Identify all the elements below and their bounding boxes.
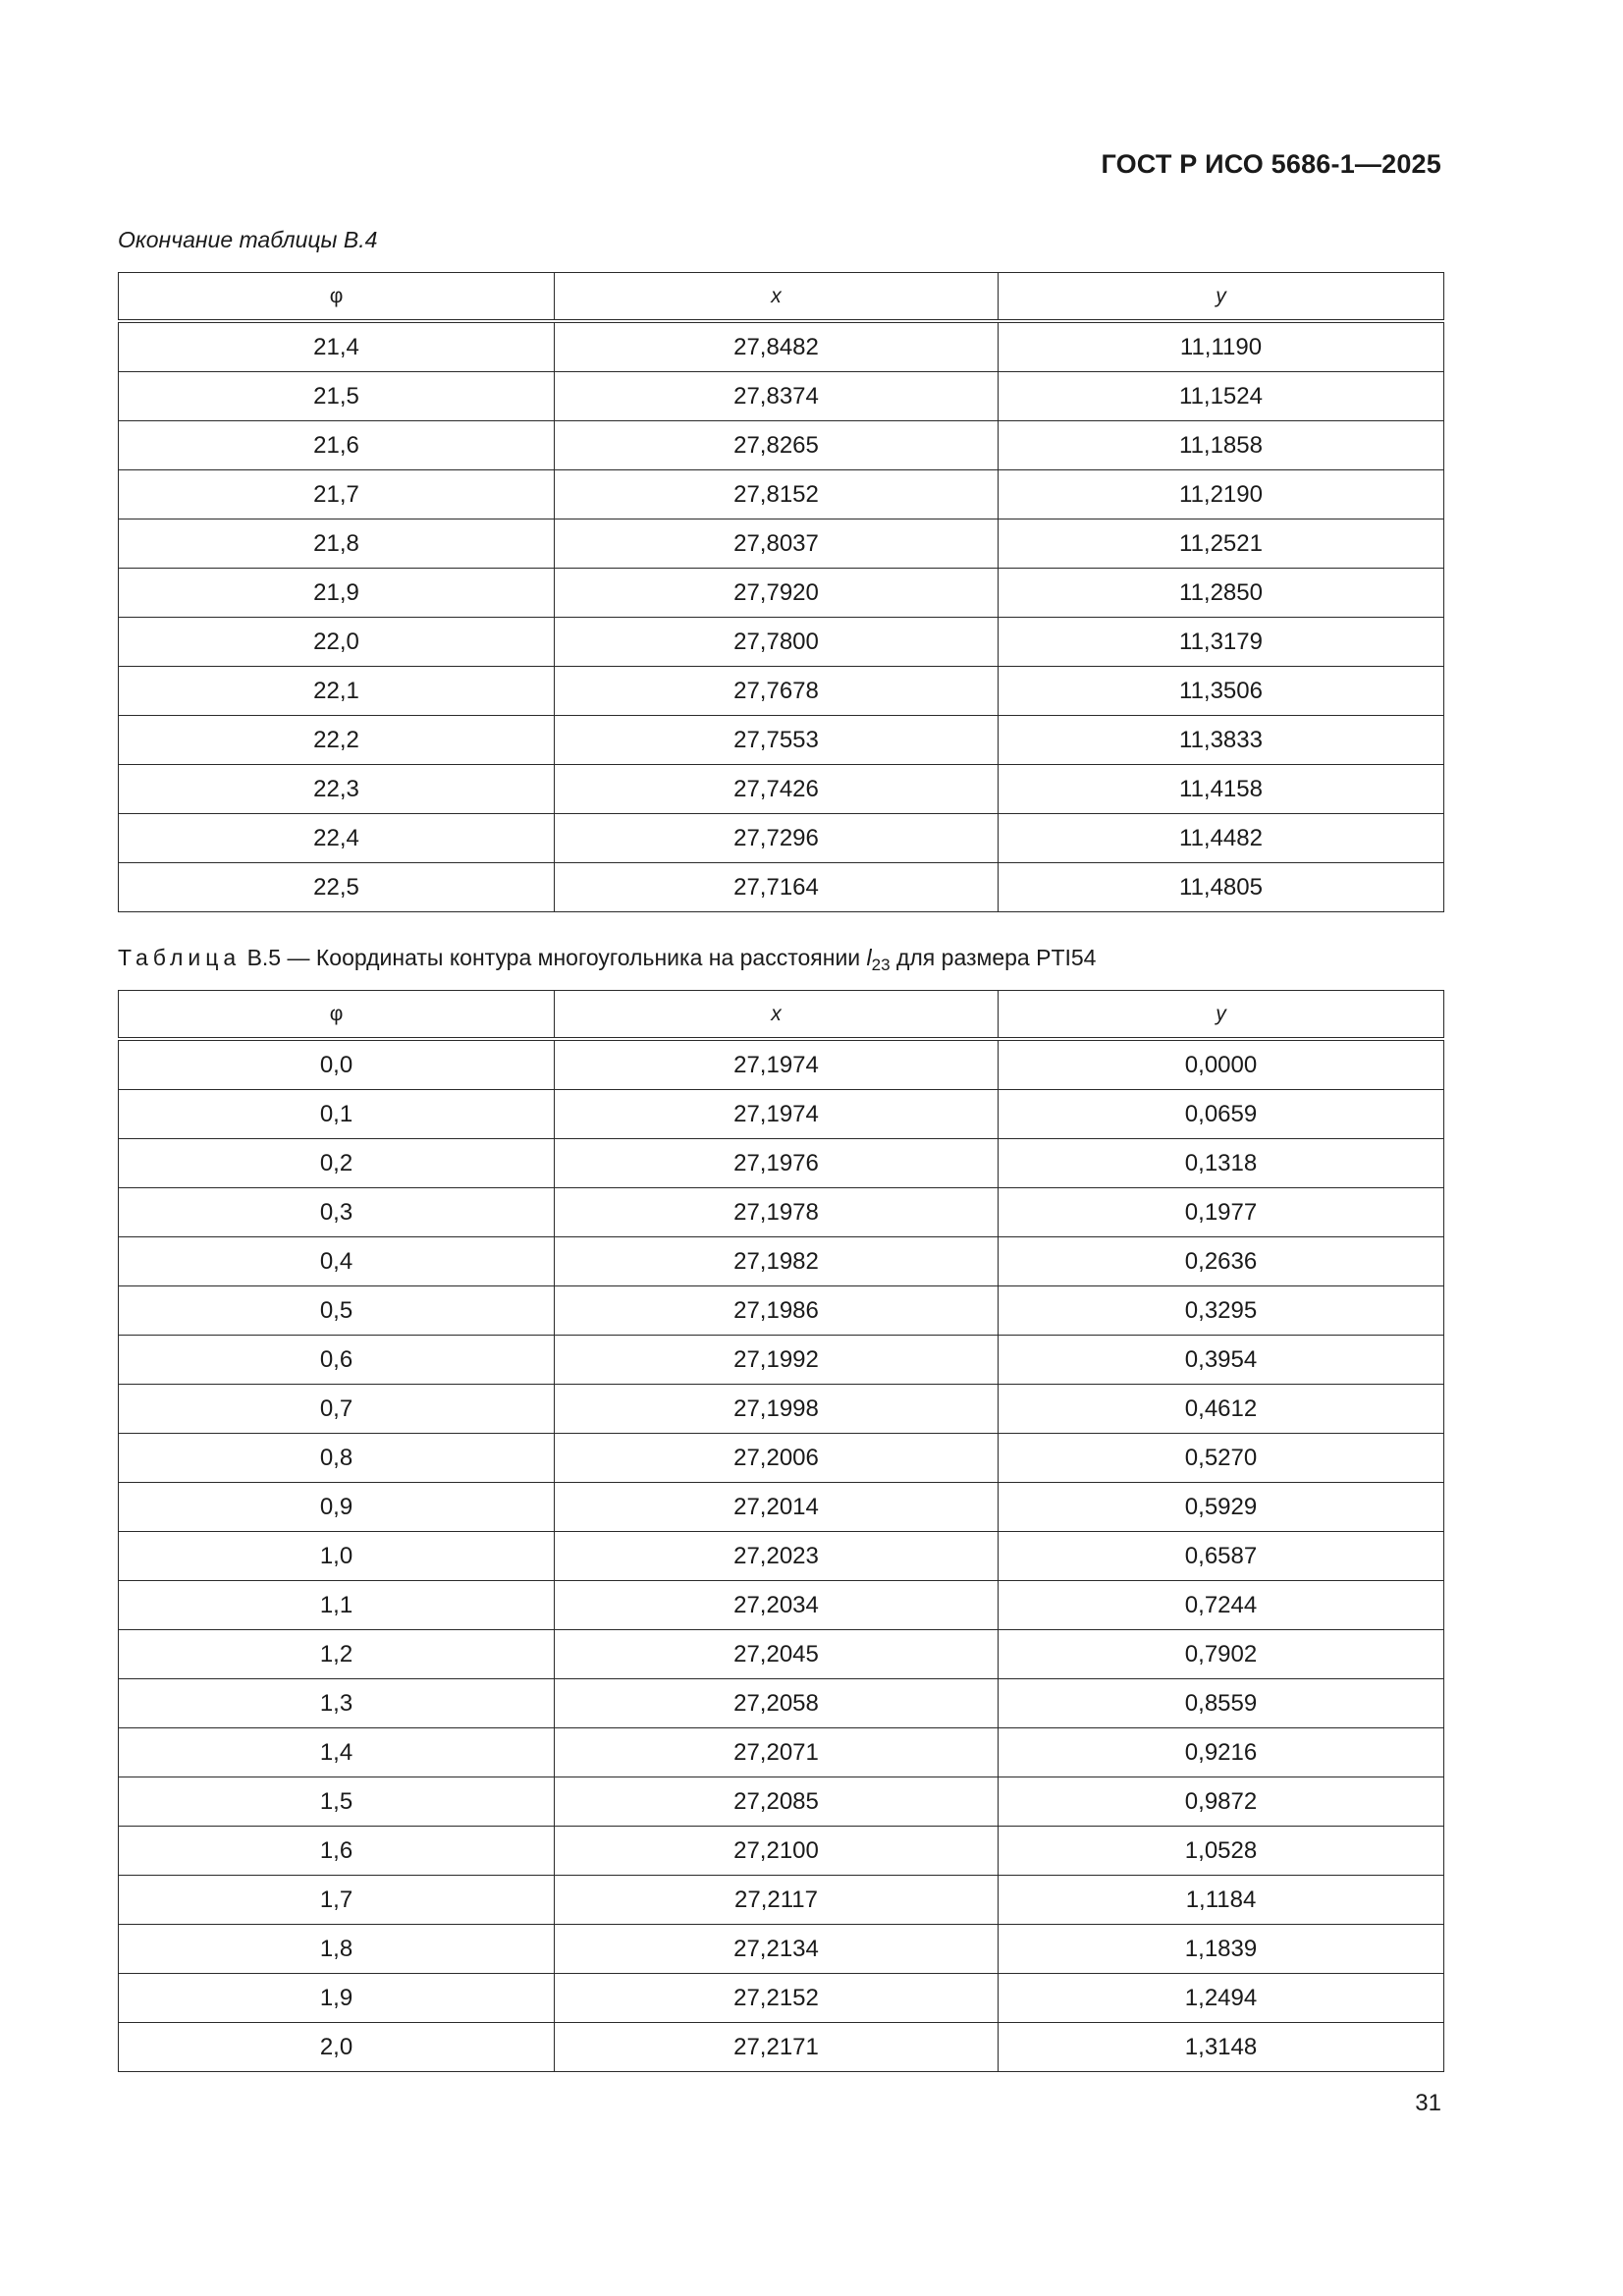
table-row	[119, 667, 1444, 716]
table-row	[119, 1039, 1444, 1090]
table-b5-caption-subscript: 23	[871, 956, 891, 974]
cell-y: 11,1858	[999, 421, 1444, 470]
cell-x: 27,2014	[555, 1483, 999, 1532]
cell-x: 27,8037	[555, 519, 999, 569]
cell-x: 27,1998	[555, 1385, 999, 1434]
table-row	[119, 470, 1444, 519]
cell-phi: 22,4	[119, 814, 555, 863]
table-row	[119, 716, 1444, 765]
cell-x: 27,1974	[555, 1090, 999, 1139]
page-number: 31	[1415, 2090, 1441, 2116]
table-row	[119, 863, 1444, 912]
table-row	[119, 569, 1444, 618]
table-b4-caption: Окончание таблицы В.4	[118, 227, 378, 252]
cell-y: 1,3148	[999, 2023, 1444, 2072]
cell-y: 11,2850	[999, 569, 1444, 618]
cell-y: 11,3179	[999, 618, 1444, 667]
cell-x: 27,2071	[555, 1728, 999, 1777]
column-header-y: y	[999, 991, 1444, 1040]
cell-x: 27,8152	[555, 470, 999, 519]
column-header-phi: φ	[119, 991, 555, 1040]
cell-y: 11,1524	[999, 372, 1444, 421]
document-header: ГОСТ Р ИСО 5686-1—2025	[1101, 149, 1441, 179]
cell-y: 0,7244	[999, 1581, 1444, 1630]
table-row	[119, 1139, 1444, 1188]
table-header-row	[119, 991, 1444, 1040]
cell-y: 1,0528	[999, 1827, 1444, 1876]
cell-phi: 0,1	[119, 1090, 555, 1139]
table-row	[119, 1532, 1444, 1581]
table-row	[119, 1237, 1444, 1286]
cell-x: 27,1974	[555, 1039, 999, 1090]
column-header-x: x	[555, 991, 999, 1040]
cell-x: 27,2134	[555, 1925, 999, 1974]
cell-x: 27,1992	[555, 1336, 999, 1385]
table-row	[119, 1679, 1444, 1728]
cell-phi: 1,3	[119, 1679, 555, 1728]
cell-phi: 1,5	[119, 1777, 555, 1827]
cell-phi: 1,8	[119, 1925, 555, 1974]
cell-phi: 1,9	[119, 1974, 555, 2023]
cell-x: 27,2100	[555, 1827, 999, 1876]
cell-x: 27,1982	[555, 1237, 999, 1286]
cell-y: 0,5929	[999, 1483, 1444, 1532]
cell-phi: 22,2	[119, 716, 555, 765]
cell-y: 0,9872	[999, 1777, 1444, 1827]
cell-y: 0,0000	[999, 1039, 1444, 1090]
table-row	[119, 765, 1444, 814]
table-row	[119, 1336, 1444, 1385]
table-b4-end	[118, 272, 1444, 912]
cell-x: 27,2045	[555, 1630, 999, 1679]
cell-x: 27,7920	[555, 569, 999, 618]
cell-y: 11,2521	[999, 519, 1444, 569]
cell-phi: 22,3	[119, 765, 555, 814]
table-header-row	[119, 273, 1444, 322]
table-row	[119, 1630, 1444, 1679]
table-row	[119, 1581, 1444, 1630]
cell-x: 27,2117	[555, 1876, 999, 1925]
cell-phi: 1,1	[119, 1581, 555, 1630]
table-row	[119, 1188, 1444, 1237]
table-row	[119, 421, 1444, 470]
cell-y: 0,2636	[999, 1237, 1444, 1286]
cell-phi: 22,5	[119, 863, 555, 912]
cell-y: 0,0659	[999, 1090, 1444, 1139]
cell-y: 0,3954	[999, 1336, 1444, 1385]
cell-x: 27,1978	[555, 1188, 999, 1237]
cell-y: 0,1318	[999, 1139, 1444, 1188]
cell-y: 1,1839	[999, 1925, 1444, 1974]
cell-x: 27,7296	[555, 814, 999, 863]
table-b5	[118, 990, 1444, 2072]
table-row	[119, 1777, 1444, 1827]
cell-phi: 1,4	[119, 1728, 555, 1777]
cell-y: 0,6587	[999, 1532, 1444, 1581]
table-row	[119, 2023, 1444, 2072]
cell-phi: 1,6	[119, 1827, 555, 1876]
cell-phi: 0,4	[119, 1237, 555, 1286]
cell-x: 27,7678	[555, 667, 999, 716]
cell-phi: 0,7	[119, 1385, 555, 1434]
table-row	[119, 1286, 1444, 1336]
cell-phi: 0,8	[119, 1434, 555, 1483]
cell-y: 1,2494	[999, 1974, 1444, 2023]
cell-x: 27,2058	[555, 1679, 999, 1728]
table-b5-caption-word: Таблица	[118, 945, 242, 970]
cell-y: 11,4482	[999, 814, 1444, 863]
cell-phi: 22,0	[119, 618, 555, 667]
cell-y: 11,3506	[999, 667, 1444, 716]
cell-y: 11,4158	[999, 765, 1444, 814]
table-row	[119, 1434, 1444, 1483]
table-row	[119, 1827, 1444, 1876]
cell-phi: 21,9	[119, 569, 555, 618]
cell-x: 27,1976	[555, 1139, 999, 1188]
cell-phi: 22,1	[119, 667, 555, 716]
cell-phi: 21,4	[119, 321, 555, 372]
cell-phi: 0,0	[119, 1039, 555, 1090]
table-row	[119, 1925, 1444, 1974]
column-header-y: y	[999, 273, 1444, 322]
cell-x: 27,2152	[555, 1974, 999, 2023]
table-b5-caption-variable: l	[866, 945, 872, 970]
cell-y: 0,3295	[999, 1286, 1444, 1336]
table-row	[119, 814, 1444, 863]
cell-y: 11,3833	[999, 716, 1444, 765]
cell-phi: 0,6	[119, 1336, 555, 1385]
cell-x: 27,8374	[555, 372, 999, 421]
table-row	[119, 618, 1444, 667]
cell-y: 11,4805	[999, 863, 1444, 912]
cell-x: 27,2034	[555, 1581, 999, 1630]
table-row	[119, 1483, 1444, 1532]
cell-x: 27,2006	[555, 1434, 999, 1483]
cell-x: 27,7800	[555, 618, 999, 667]
cell-x: 27,7426	[555, 765, 999, 814]
table-row	[119, 519, 1444, 569]
cell-x: 27,2171	[555, 2023, 999, 2072]
cell-phi: 0,2	[119, 1139, 555, 1188]
table-b5-caption-text: В.5 — Координаты контура многоугольника на расстоянии	[246, 945, 861, 970]
cell-x: 27,8482	[555, 321, 999, 372]
cell-phi: 2,0	[119, 2023, 555, 2072]
table-row	[119, 321, 1444, 372]
cell-phi: 21,8	[119, 519, 555, 569]
cell-x: 27,2085	[555, 1777, 999, 1827]
cell-phi: 1,7	[119, 1876, 555, 1925]
column-header-x: x	[555, 273, 999, 322]
cell-x: 27,8265	[555, 421, 999, 470]
table-row	[119, 1876, 1444, 1925]
table-row	[119, 1974, 1444, 2023]
cell-phi: 21,6	[119, 421, 555, 470]
table-b5-caption	[118, 945, 1096, 975]
cell-y: 1,1184	[999, 1876, 1444, 1925]
table-row	[119, 1090, 1444, 1139]
cell-x: 27,1986	[555, 1286, 999, 1336]
cell-phi: 0,3	[119, 1188, 555, 1237]
cell-phi: 1,2	[119, 1630, 555, 1679]
cell-phi: 1,0	[119, 1532, 555, 1581]
cell-y: 0,5270	[999, 1434, 1444, 1483]
cell-y: 0,8559	[999, 1679, 1444, 1728]
cell-y: 0,7902	[999, 1630, 1444, 1679]
cell-x: 27,7553	[555, 716, 999, 765]
table-row	[119, 372, 1444, 421]
cell-x: 27,7164	[555, 863, 999, 912]
cell-y: 11,2190	[999, 470, 1444, 519]
column-header-phi: φ	[119, 273, 555, 322]
cell-phi: 0,5	[119, 1286, 555, 1336]
cell-y: 0,4612	[999, 1385, 1444, 1434]
cell-y: 11,1190	[999, 321, 1444, 372]
table-b5-caption-tail: для размера PTI54	[895, 945, 1097, 970]
cell-y: 0,1977	[999, 1188, 1444, 1237]
cell-phi: 21,7	[119, 470, 555, 519]
cell-phi: 21,5	[119, 372, 555, 421]
table-row	[119, 1728, 1444, 1777]
table-row	[119, 1385, 1444, 1434]
cell-x: 27,2023	[555, 1532, 999, 1581]
cell-phi: 0,9	[119, 1483, 555, 1532]
cell-y: 0,9216	[999, 1728, 1444, 1777]
